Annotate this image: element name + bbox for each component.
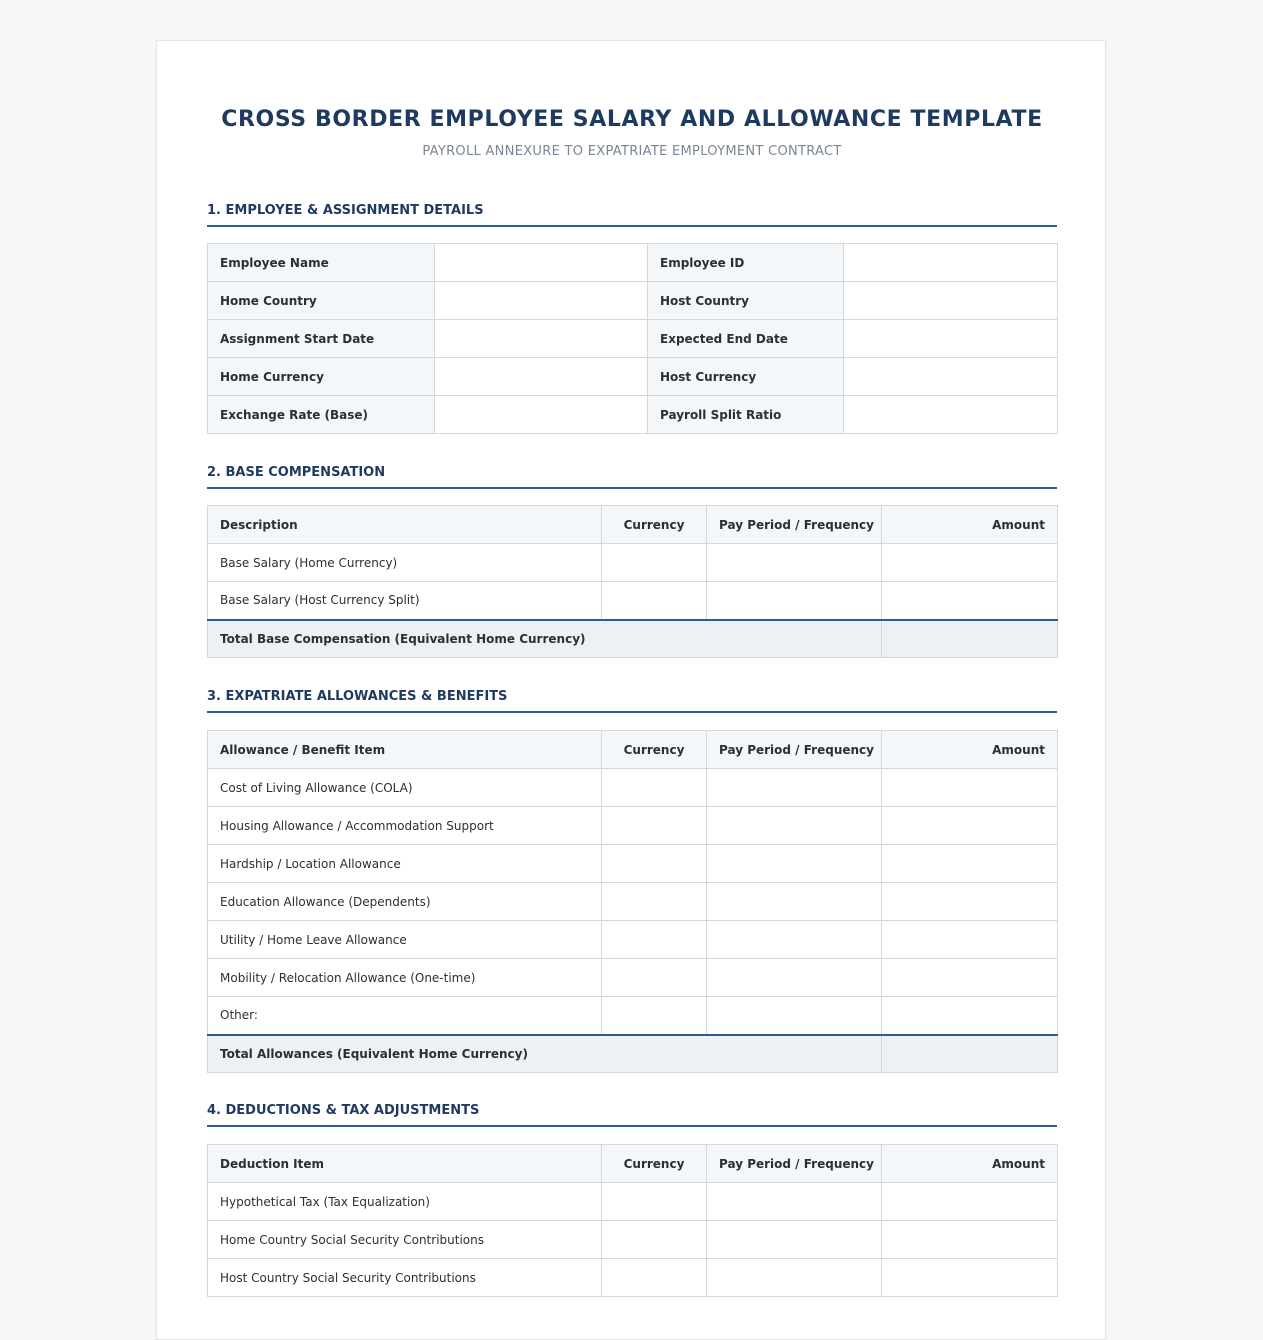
item-label: Host Country Social Security Contributions	[208, 1259, 602, 1297]
table-row	[208, 883, 1058, 921]
base-compensation-table	[207, 505, 1058, 658]
pay-period-cell[interactable]	[707, 959, 882, 997]
pay-period-cell[interactable]	[707, 544, 882, 582]
pay-period-cell[interactable]	[707, 845, 882, 883]
exchange-rate-field[interactable]	[435, 396, 648, 434]
field-label: Employee ID	[648, 244, 844, 282]
item-label: Mobility / Relocation Allowance (One-time)	[208, 959, 602, 997]
amount-cell[interactable]	[882, 959, 1058, 997]
host-country-field[interactable]	[844, 282, 1058, 320]
amount-cell[interactable]	[882, 544, 1058, 582]
table-row	[208, 921, 1058, 959]
table-row	[208, 959, 1058, 997]
item-label: Hypothetical Tax (Tax Equalization)	[208, 1183, 602, 1221]
field-label: Host Currency	[648, 358, 844, 396]
pay-period-cell[interactable]	[707, 1221, 882, 1259]
pay-period-cell[interactable]	[707, 883, 882, 921]
employee-id-field[interactable]	[844, 244, 1058, 282]
table-row	[208, 997, 1058, 1035]
currency-cell[interactable]	[602, 1183, 707, 1221]
pay-period-cell[interactable]	[707, 807, 882, 845]
table-row	[208, 282, 1058, 320]
pay-period-cell[interactable]	[707, 769, 882, 807]
amount-cell[interactable]	[882, 1259, 1058, 1297]
field-label: Exchange Rate (Base)	[208, 396, 435, 434]
pay-period-cell[interactable]	[707, 1183, 882, 1221]
table-row	[208, 769, 1058, 807]
currency-cell[interactable]	[602, 1259, 707, 1297]
column-header-pay-period: Pay Period / Frequency	[707, 1145, 882, 1183]
column-header-item: Allowance / Benefit Item	[208, 731, 602, 769]
currency-cell[interactable]	[602, 769, 707, 807]
section-title-employee-details: 1. EMPLOYEE & ASSIGNMENT DETAILS	[207, 203, 1057, 227]
amount-cell[interactable]	[882, 1183, 1058, 1221]
expected-end-date-field[interactable]	[844, 320, 1058, 358]
amount-cell[interactable]	[882, 1221, 1058, 1259]
table-row	[208, 396, 1058, 434]
table-row	[208, 1183, 1058, 1221]
section-title-base-compensation: 2. BASE COMPENSATION	[207, 465, 1057, 489]
field-label: Expected End Date	[648, 320, 844, 358]
table-header-row	[208, 506, 1058, 544]
document-page	[156, 40, 1106, 1340]
table-row	[208, 1221, 1058, 1259]
currency-cell[interactable]	[602, 1221, 707, 1259]
total-amount-cell[interactable]	[882, 620, 1058, 658]
item-label: Base Salary (Host Currency Split)	[208, 582, 602, 620]
pay-period-cell[interactable]	[707, 582, 882, 620]
table-row	[208, 807, 1058, 845]
table-row	[208, 845, 1058, 883]
total-amount-cell[interactable]	[882, 1035, 1058, 1073]
document-subtitle: PAYROLL ANNEXURE TO EXPATRIATE EMPLOYMENT CONTRACT	[422, 144, 842, 159]
field-label: Employee Name	[208, 244, 435, 282]
home-currency-field[interactable]	[435, 358, 648, 396]
pay-period-cell[interactable]	[707, 921, 882, 959]
employee-details-table	[207, 243, 1058, 434]
currency-cell[interactable]	[602, 544, 707, 582]
assignment-start-date-field[interactable]	[435, 320, 648, 358]
document-title: CROSS BORDER EMPLOYEE SALARY AND ALLOWANCE TEMPLATE	[221, 107, 1043, 132]
field-label: Payroll Split Ratio	[648, 396, 844, 434]
table-row	[208, 1259, 1058, 1297]
column-header-currency: Currency	[602, 506, 707, 544]
currency-cell[interactable]	[602, 845, 707, 883]
total-label: Total Base Compensation (Equivalent Home Currency)	[208, 620, 882, 658]
currency-cell[interactable]	[602, 807, 707, 845]
amount-cell[interactable]	[882, 845, 1058, 883]
currency-cell[interactable]	[602, 582, 707, 620]
column-header-pay-period: Pay Period / Frequency	[707, 506, 882, 544]
table-row	[208, 320, 1058, 358]
host-currency-field[interactable]	[844, 358, 1058, 396]
item-label: Cost of Living Allowance (COLA)	[208, 769, 602, 807]
field-label: Home Country	[208, 282, 435, 320]
currency-cell[interactable]	[602, 997, 707, 1035]
currency-cell[interactable]	[602, 921, 707, 959]
total-label: Total Allowances (Equivalent Home Currency)	[208, 1035, 882, 1073]
table-row	[208, 544, 1058, 582]
table-row	[208, 244, 1058, 282]
home-country-field[interactable]	[435, 282, 648, 320]
column-header-amount: Amount	[882, 731, 1058, 769]
item-label: Utility / Home Leave Allowance	[208, 921, 602, 959]
column-header-currency: Currency	[602, 1145, 707, 1183]
column-header-amount: Amount	[882, 506, 1058, 544]
total-row	[208, 620, 1058, 658]
amount-cell[interactable]	[882, 807, 1058, 845]
section-title-deductions: 4. DEDUCTIONS & TAX ADJUSTMENTS	[207, 1103, 1057, 1127]
field-label: Home Currency	[208, 358, 435, 396]
item-label: Education Allowance (Dependents)	[208, 883, 602, 921]
section-title-allowances: 3. EXPATRIATE ALLOWANCES & BENEFITS	[207, 689, 1057, 713]
pay-period-cell[interactable]	[707, 997, 882, 1035]
item-label: Base Salary (Home Currency)	[208, 544, 602, 582]
amount-cell[interactable]	[882, 997, 1058, 1035]
item-label: Other:	[208, 997, 602, 1035]
currency-cell[interactable]	[602, 959, 707, 997]
field-label: Host Country	[648, 282, 844, 320]
amount-cell[interactable]	[882, 883, 1058, 921]
item-label: Hardship / Location Allowance	[208, 845, 602, 883]
column-header-pay-period: Pay Period / Frequency	[707, 731, 882, 769]
employee-name-field[interactable]	[435, 244, 648, 282]
column-header-item: Deduction Item	[208, 1145, 602, 1183]
table-row	[208, 358, 1058, 396]
item-label: Housing Allowance / Accommodation Support	[208, 807, 602, 845]
amount-cell[interactable]	[882, 921, 1058, 959]
table-row	[208, 582, 1058, 620]
column-header-description: Description	[208, 506, 602, 544]
item-label: Home Country Social Security Contributions	[208, 1221, 602, 1259]
field-label: Assignment Start Date	[208, 320, 435, 358]
currency-cell[interactable]	[602, 883, 707, 921]
deductions-table	[207, 1144, 1058, 1297]
allowances-table	[207, 730, 1058, 1073]
amount-cell[interactable]	[882, 769, 1058, 807]
total-row	[208, 1035, 1058, 1073]
column-header-amount: Amount	[882, 1145, 1058, 1183]
column-header-currency: Currency	[602, 731, 707, 769]
amount-cell[interactable]	[882, 582, 1058, 620]
pay-period-cell[interactable]	[707, 1259, 882, 1297]
table-header-row	[208, 1145, 1058, 1183]
payroll-split-ratio-field[interactable]	[844, 396, 1058, 434]
table-header-row	[208, 731, 1058, 769]
